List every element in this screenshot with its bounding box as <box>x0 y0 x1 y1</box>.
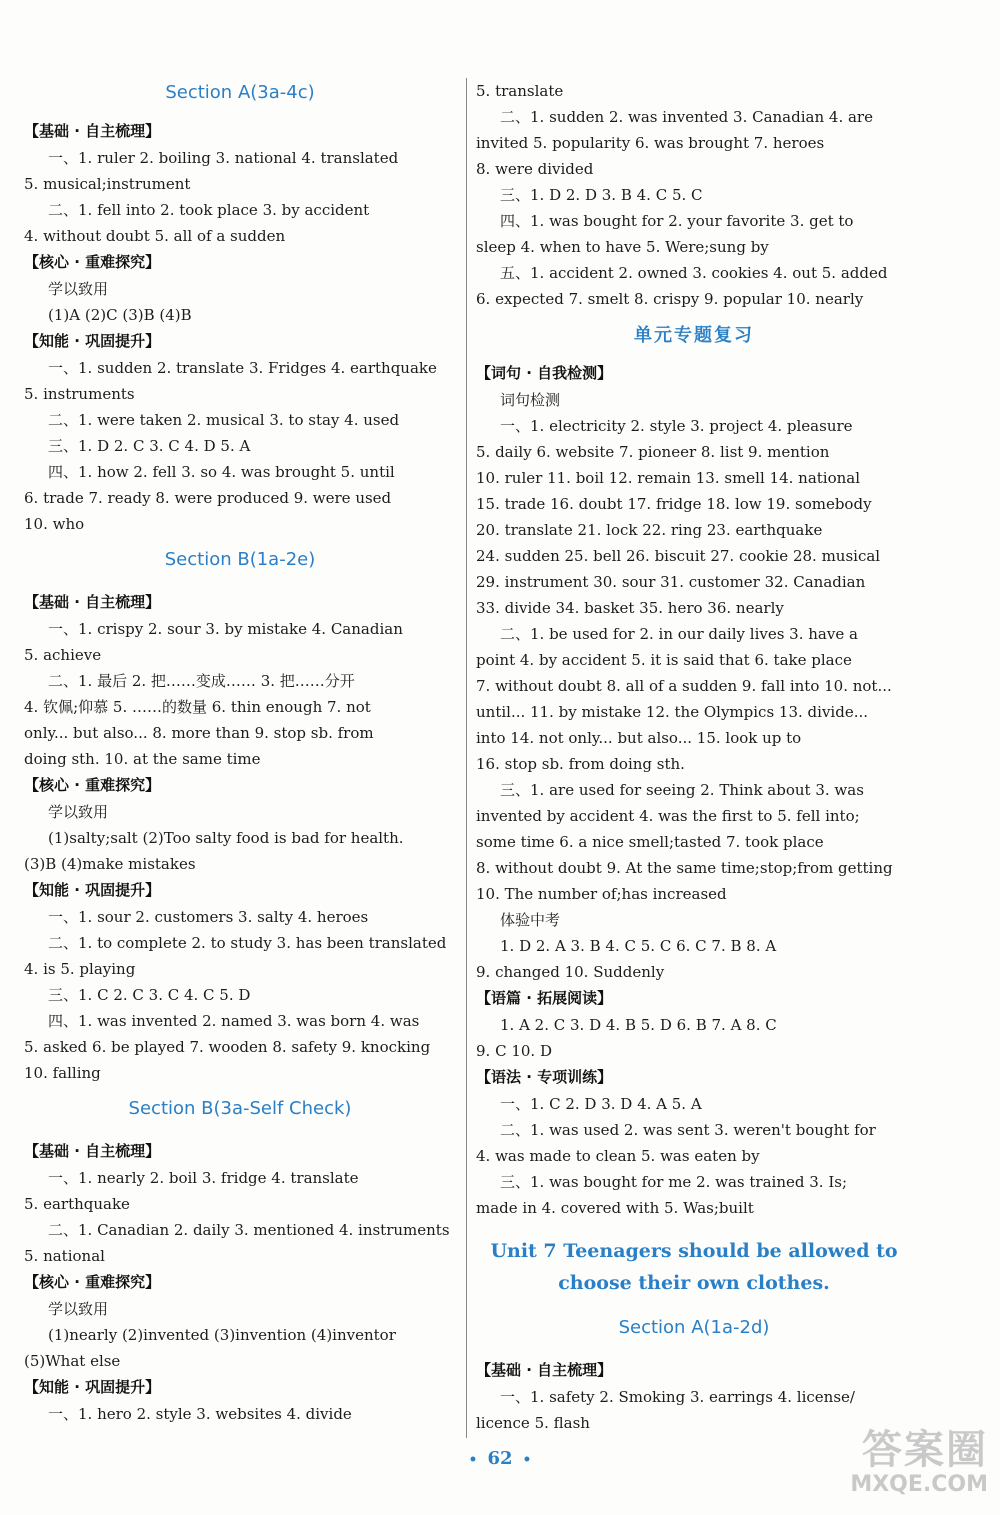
answer-line: 四、1. how 2. fell 3. so 4. was brought 5. until <box>48 463 395 481</box>
category-heading: 【语篇 · 拓展阅读】 <box>476 989 613 1007</box>
answer-line: 4. is 5. playing <box>24 960 136 978</box>
answer-line: 四、1. was bought for 2. your favorite 3. get to <box>500 212 854 230</box>
page-dot-left: • <box>468 1452 478 1468</box>
answer-line: 一、1. sour 2. customers 3. salty 4. heroes <box>48 908 369 926</box>
answer-line: 二、1. 最后 2. 把……变成…… 3. 把……分开 <box>48 672 355 690</box>
answer-line: licence 5. flash <box>476 1414 590 1432</box>
answer-line: 三、1. was bought for me 2. was trained 3. Is; <box>500 1173 847 1191</box>
watermark-logo-text: 答案圈 <box>862 1427 988 1473</box>
answer-line: invited 5. popularity 6. was brought 7. heroes <box>476 134 825 152</box>
category-heading: 【语法 · 专项训练】 <box>476 1068 613 1086</box>
answer-line: 1. A 2. C 3. D 4. B 5. D 6. B 7. A 8. C <box>500 1016 777 1034</box>
answer-line: 8. without doubt 9. At the same time;stop;from getting <box>476 859 893 877</box>
answer-line: some time 6. a nice smell;tasted 7. took place <box>476 833 824 851</box>
section-heading: Section A(3a-4c) <box>165 82 315 103</box>
watermark <box>850 1428 988 1497</box>
answer-line: 一、1. hero 2. style 3. websites 4. divide <box>48 1405 352 1423</box>
answer-line: 5. instruments <box>24 385 135 403</box>
answer-line: 9. C 10. D <box>476 1042 552 1060</box>
answer-line: 5. musical;instrument <box>24 175 191 193</box>
category-heading: 【基础 · 自主梳理】 <box>476 1361 613 1379</box>
answer-line: 5. achieve <box>24 646 102 664</box>
answer-line: 7. without doubt 8. all of a sudden 9. fall into 10. not... <box>476 677 892 695</box>
answer-line: 一、1. crispy 2. sour 3. by mistake 4. Canadian <box>48 620 403 638</box>
answer-line: 二、1. Canadian 2. daily 3. mentioned 4. instruments <box>48 1221 450 1239</box>
answer-line: 一、1. C 2. D 3. D 4. A 5. A <box>500 1095 702 1113</box>
answer-line: 三、1. are used for seeing 2. Think about 3. was <box>500 781 864 799</box>
answer-line: 二、1. fell into 2. took place 3. by accident <box>48 201 370 219</box>
answer-line: 5. earthquake <box>24 1195 130 1213</box>
answer-line: doing sth. 10. at the same time <box>24 750 261 768</box>
answer-line: (3)B (4)make mistakes <box>24 855 196 873</box>
answer-line: 8. were divided <box>476 160 594 178</box>
answer-line: 学以致用 <box>48 1300 109 1318</box>
category-heading: 【核心 · 重难探究】 <box>24 1273 161 1291</box>
answer-line: 10. The number of;has increased <box>476 885 727 903</box>
answer-line: (1)salty;salt (2)Too salty food is bad for health. <box>48 829 404 847</box>
answer-line: 体验中考 <box>500 911 561 929</box>
watermark-url: MXQE.COM <box>850 1472 988 1497</box>
category-heading: 【基础 · 自主梳理】 <box>24 593 161 611</box>
answer-line: 6. trade 7. ready 8. were produced 9. were used <box>24 489 392 507</box>
category-heading: 【词句 · 自我检测】 <box>476 364 613 382</box>
answer-line: (1)nearly (2)invented (3)invention (4)inventor <box>48 1326 396 1344</box>
answer-line: 三、1. D 2. D 3. B 4. C 5. C <box>500 186 703 204</box>
answer-line: 24. sudden 25. bell 26. biscuit 27. cookie 28. musical <box>476 547 881 565</box>
answer-line: made in 4. covered with 5. Was;built <box>476 1199 754 1217</box>
answer-line: 二、1. sudden 2. was invented 3. Canadian 4. are <box>500 108 873 126</box>
answer-line: (5)What else <box>24 1352 121 1370</box>
answer-line: 10. who <box>24 515 85 533</box>
answer-line: 33. divide 34. basket 35. hero 36. nearly <box>476 599 784 617</box>
unit-title <box>476 1221 912 1305</box>
answer-line: 学以致用 <box>48 280 109 298</box>
answer-line: 词句检测 <box>500 391 561 409</box>
answer-line: 16. stop sb. from doing sth. <box>476 755 685 773</box>
answer-line: 20. translate 21. lock 22. ring 23. earthquake <box>476 521 823 539</box>
right-column <box>476 78 912 1436</box>
answer-line: 1. D 2. A 3. B 4. C 5. C 6. C 7. B 8. A <box>500 937 777 955</box>
answer-line: 5. national <box>24 1247 105 1265</box>
answer-line: into 14. not only... but also... 15. look up to <box>476 729 802 747</box>
answer-line: 一、1. ruler 2. boiling 3. national 4. translated <box>48 149 399 167</box>
section-heading: Section A(1a-2d) <box>618 1317 770 1338</box>
left-column <box>24 78 456 1427</box>
answer-line: 一、1. nearly 2. boil 3. fridge 4. translate <box>48 1169 359 1187</box>
answer-line: 4. 钦佩;仰慕 5. ……的数量 6. thin enough 7. not <box>24 698 371 716</box>
column-divider <box>466 78 467 1438</box>
category-heading: 【基础 · 自主梳理】 <box>24 122 161 140</box>
page-dot-right: • <box>522 1452 532 1468</box>
answer-line: sleep 4. when to have 5. Were;sung by <box>476 238 769 256</box>
answer-line: 9. changed 10. Suddenly <box>476 963 665 981</box>
answer-line: 一、1. safety 2. Smoking 3. earrings 4. license/ <box>500 1388 855 1406</box>
review-heading: 单元专题复习 <box>634 325 754 346</box>
answer-line: 二、1. were taken 2. musical 3. to stay 4. used <box>48 411 400 429</box>
answer-line: 5. translate <box>476 82 564 100</box>
answer-line: 二、1. to complete 2. to study 3. has been translated <box>48 934 447 952</box>
answer-line: 10. ruler 11. boil 12. remain 13. smell 14. national <box>476 469 861 487</box>
unit-title-line: choose their own clothes. <box>558 1272 830 1294</box>
category-heading: 【核心 · 重难探究】 <box>24 253 161 271</box>
answer-line: 四、1. was invented 2. named 3. was born 4. was <box>48 1012 420 1030</box>
answer-line: 5. asked 6. be played 7. wooden 8. safety 9. knocking <box>24 1038 431 1056</box>
category-heading: 【知能 · 巩固提升】 <box>24 881 161 899</box>
answer-line: 29. instrument 30. sour 31. customer 32. Canadian <box>476 573 866 591</box>
answer-line: 6. expected 7. smelt 8. crispy 9. popular 10. nearly <box>476 290 864 308</box>
section-heading: Section B(1a-2e) <box>164 549 316 570</box>
category-heading: 【基础 · 自主梳理】 <box>24 1142 161 1160</box>
answer-line: until... 11. by mistake 12. the Olympics 13. divide... <box>476 703 868 721</box>
answer-line: 二、1. was used 2. was sent 3. weren't bought for <box>500 1121 876 1139</box>
answer-line: 4. was made to clean 5. was eaten by <box>476 1147 760 1165</box>
answer-line: point 4. by accident 5. it is said that 6. take place <box>476 651 852 669</box>
answer-line: 一、1. sudden 2. translate 3. Fridges 4. earthquake <box>48 359 437 377</box>
section-heading: Section B(3a-Self Check) <box>128 1098 352 1119</box>
answer-line: 五、1. accident 2. owned 3. cookies 4. out 5. added <box>500 264 888 282</box>
category-heading: 【知能 · 巩固提升】 <box>24 332 161 350</box>
page-number-text: 62 <box>487 1448 513 1469</box>
category-heading: 【核心 · 重难探究】 <box>24 776 161 794</box>
answer-line: 10. falling <box>24 1064 101 1082</box>
answer-line: 5. daily 6. website 7. pioneer 8. list 9. mention <box>476 443 830 461</box>
answer-line: 一、1. electricity 2. style 3. project 4. pleasure <box>500 417 853 435</box>
answer-line: (1)A (2)C (3)B (4)B <box>48 306 192 324</box>
answer-line: 15. trade 16. doubt 17. fridge 18. low 19. somebody <box>476 495 872 513</box>
answer-line: only... but also... 8. more than 9. stop sb. from <box>24 724 374 742</box>
unit-title-line: Unit 7 Teenagers should be allowed to <box>490 1240 898 1262</box>
answer-line: 二、1. be used for 2. in our daily lives 3. have a <box>500 625 858 643</box>
category-heading: 【知能 · 巩固提升】 <box>24 1378 161 1396</box>
answer-line: 学以致用 <box>48 803 109 821</box>
answer-line: 三、1. D 2. C 3. C 4. D 5. A <box>48 437 251 455</box>
answer-line: 三、1. C 2. C 3. C 4. C 5. D <box>48 986 251 1004</box>
answer-line: invented by accident 4. was the first to 5. fell into; <box>476 807 860 825</box>
answer-line: 4. without doubt 5. all of a sudden <box>24 227 286 245</box>
